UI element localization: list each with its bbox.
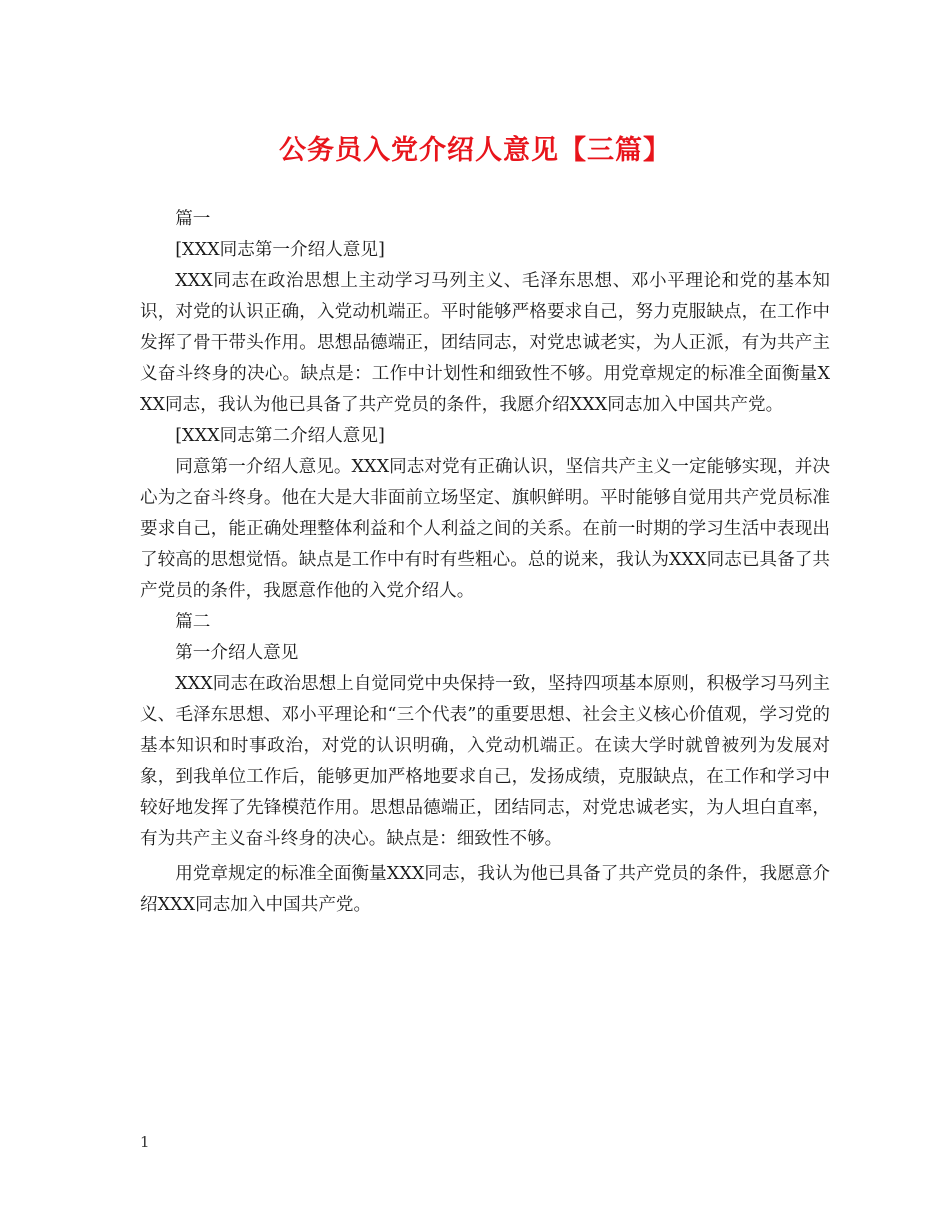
subheading-first-sponsor-2: 第一介绍人意见 [175, 643, 299, 663]
section-heading-1: 篇一 [175, 209, 211, 229]
document-title: 公务员入党介绍人意见【三篇】 [279, 135, 671, 166]
document-body [140, 204, 830, 921]
paragraph-first-sponsor-opinion-2: XXX同志在政治思想上自觉同党中央保持一致，坚持四项基本原则，积极学习马列主义、毛泽东思想、邓小平理论和“三个代表”的重要思想、社会主义核心价值观，学习党的基本知识和时事政治，对党的认识明确，入党动机端正。在读大学时就曾被列为发展对象，到我单位工作后，能够更加严格地要求自己，发扬成绩，克服缺点，在工作和学习中较好地发挥了先锋模范作用。思想品德端正，团结同志，对党忠诚老实，为人坦白直率，有为共产主义奋斗终身的决心。缺点是：细致性不够。 [140, 674, 830, 849]
subheading-first-sponsor: [XXX同志第一介绍人意见] [175, 240, 385, 260]
section-heading-2: 篇二 [175, 612, 211, 632]
paragraph-second-sponsor-opinion: 同意第一介绍人意见。XXX同志对党有正确认识，坚信共产主义一定能够实现，并决心为之奋斗终身。他在大是大非面前立场坚定、旗帜鲜明。平时能够自觉用共产党员标准要求自己，能正确处理整体利益和个人利益之间的关系。在前一时期的学习生活中表现出了较高的思想觉悟。缺点是工作中有时有些粗心。总的说来，我认为XXX同志已具备了共产党员的条件，我愿意作他的入党介绍人。 [140, 457, 830, 601]
subheading-second-sponsor: [XXX同志第二介绍人意见] [175, 426, 385, 446]
page-number: 1 [140, 1133, 150, 1151]
paragraph-first-sponsor-opinion: XXX同志在政治思想上主动学习马列主义、毛泽东思想、邓小平理论和党的基本知识，对党的认识正确，入党动机端正。平时能够严格要求自己，努力克服缺点，在工作中发挥了骨干带头作用。思想品德端正，团结同志，对党忠诚老实，为人正派，有为共产主义奋斗终身的决心。缺点是：工作中计划性和细致性不够。用党章规定的标准全面衡量XXX同志，我认为他已具备了共产党员的条件，我愿介绍XXX同志加入中国共产党。 [140, 271, 830, 415]
paragraph-conclusion: 用党章规定的标准全面衡量XXX同志，我认为他已具备了共产党员的条件，我愿意介绍XXX同志加入中国共产党。 [140, 864, 830, 915]
